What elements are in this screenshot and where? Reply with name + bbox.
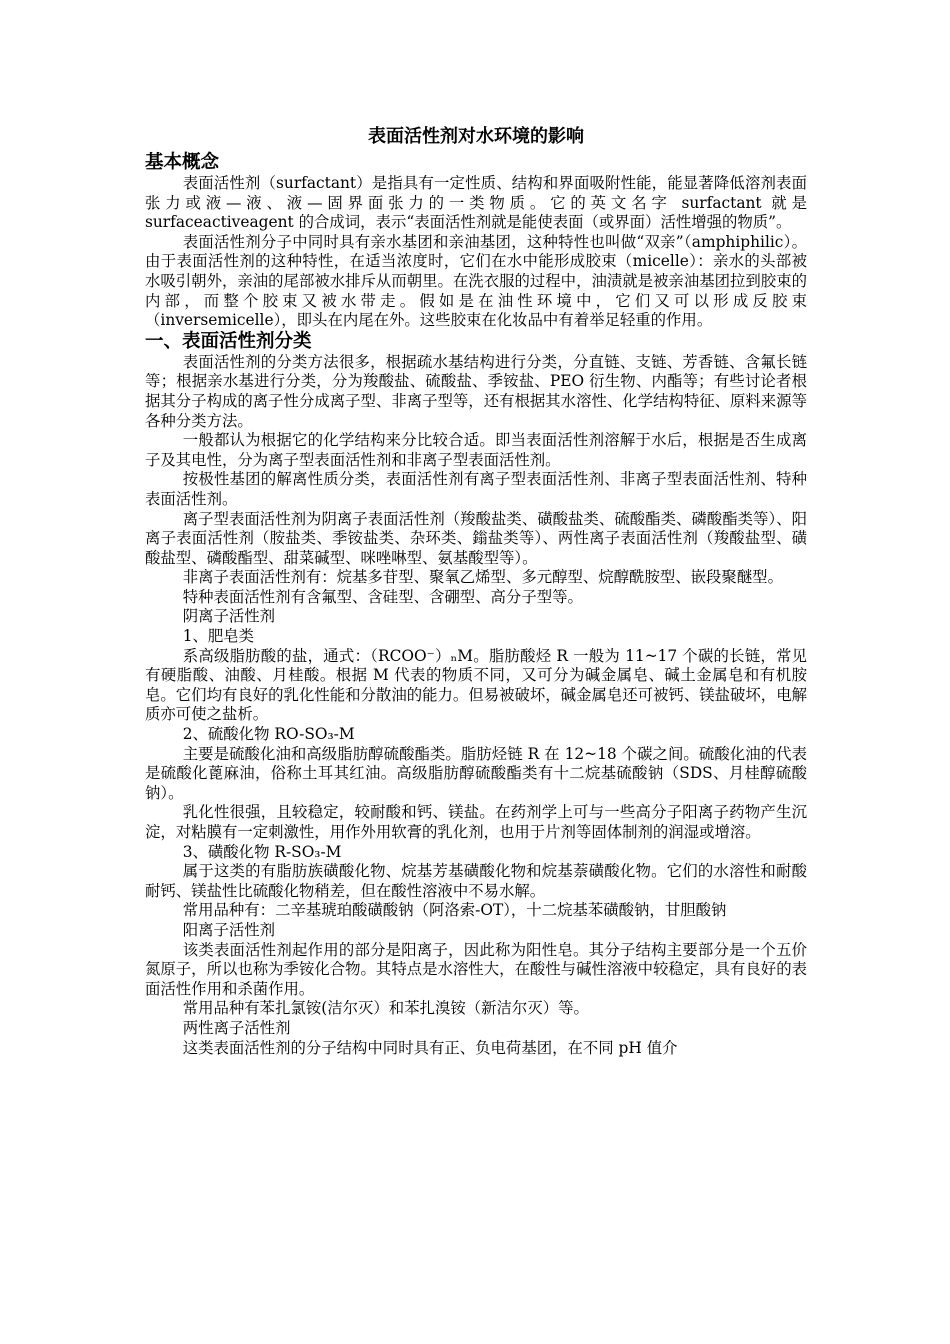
paragraph: 特种表面活性剂有含氟型、含硅型、含硼型、高分子型等。 <box>182 587 583 606</box>
subheading-anionic: 阴离子活性剂 <box>182 607 276 626</box>
paragraph: 表面活性剂（surfactant）是指具有一定性质、结构和界面吸附性能，能显著降低溶剂表面张力或液—液、液—固界面张力的一类物质。它的英文名字 surfactant 就是 surfaceactiveagent 的合成词，表示“表面活性剂就是能使表面（或界面）活性增强的物质”。 <box>145 174 807 232</box>
document-title: 表面活性剂对水环境的影响 <box>368 126 584 147</box>
paragraph: 常用品种有：二辛基琥珀酸磺酸钠（阿洛索-OT），十二烷基苯磺酸钠，甘胆酸钠 <box>182 901 727 920</box>
paragraph: 表面活性剂分子中同时具有亲水基团和亲油基团，这种特性也叫做“双亲”（amphiphilic）。由于表面活性剂的这种特性，在适当浓度时，它们在水中能形成胶束（micelle）：亲水的头部被水吸引朝外，亲油的尾部被水排斥从而朝里。在洗衣服的过程中，油渍就是被亲油基团拉到胶束的内部，而整个胶束又被水带走。假如是在油性环境中，它们又可以形成反胶束（inversemicelle），即头在内尾在外。这些胶束在化妆品中有着举足轻重的作用。 <box>145 232 807 330</box>
subheading-zwitterionic: 两性离子活性剂 <box>182 1018 291 1037</box>
paragraph: 这类表面活性剂的分子结构中同时具有正、负电荷基团，在不同 pH 值介 <box>182 1038 678 1057</box>
paragraph: 主要是硫酸化油和高级脂肪醇硫酸酯类。脂肪烃链 R 在 12~18 个碳之间。硫酸化油的代表是硫酸化蓖麻油，俗称土耳其红油。高级脂肪醇硫酸酯类有十二烷基硫酸钠（SDS、月桂醇硫酸钠）。 <box>145 744 807 802</box>
subheading-sulfates: 2、硫酸化物 RO-SO₃-M <box>182 725 355 744</box>
paragraph: 表面活性剂的分类方法很多，根据疏水基结构进行分类，分直链、支链、芳香链、含氟长链等；根据亲水基进行分类，分为羧酸盐、硫酸盐、季铵盐、PEO 衍生物、内酯等；有些讨论者根据其分子构成的离子性分成离子型、非离子型等，还有根据其水溶性、化学结构特征、原料来源等各种分类方法。 <box>145 352 807 430</box>
paragraph: 乳化性很强，且较稳定，较耐酸和钙、镁盐。在药剂学上可与一些高分子阳离子药物产生沉淀，对粘膜有一定刺激性，用作外用软膏的乳化剂，也用于片剂等固体制剂的润湿或增溶。 <box>145 803 807 841</box>
subheading-soaps: 1、肥皂类 <box>182 627 255 646</box>
document-page <box>145 124 807 1058</box>
paragraph: 离子型表面活性剂为阴离子表面活性剂（羧酸盐类、磺酸盐类、硫酸酯类、磷酸酯类等）、阳离子表面活性剂（胺盐类、季铵盐类、杂环类、鎓盐类等）、两性离子表面活性剂（羧酸盐型、磺酸盐型、磷酸酯型、甜菜碱型、咪唑啉型、氨基酸型等）。 <box>145 509 807 567</box>
paragraph: 常用品种有苯扎氯铵(洁尔灭）和苯扎溴铵（新洁尔灭）等。 <box>182 999 589 1018</box>
section-heading-basic: 基本概念 <box>145 152 220 173</box>
paragraph: 系高级脂肪酸的盐，通式：（RCOO⁻）ₙM。脂肪酸烃 R 一般为 11~17 个碳的长链，常见有硬脂酸、油酸、月桂酸。根据 M 代表的物质不同，又可分为碱金属皂、碱土金属皂和有机胺皂。它们均有良好的乳化性能和分散油的能力。但易被破坏，碱金属皂还可被钙、镁盐破坏，电解质亦可使之盐析。 <box>145 646 807 724</box>
subheading-cationic: 阳离子活性剂 <box>182 920 276 939</box>
paragraph: 该类表面活性剂起作用的部分是阳离子，因此称为阳性皂。其分子结构主要部分是一个五价氮原子，所以也称为季铵化合物。其特点是水溶性大，在酸性与碱性溶液中较稳定，具有良好的表面活性作用和杀菌作用。 <box>145 940 807 998</box>
paragraph: 一般都认为根据它的化学结构来分比较合适。即当表面活性剂溶解于水后，根据是否生成离子及其电性，分为离子型表面活性剂和非离子型表面活性剂。 <box>145 431 807 469</box>
paragraph: 属于这类的有脂肪族磺酸化物、烷基芳基磺酸化物和烷基萘磺酸化物。它们的水溶性和耐酸耐钙、镁盐性比硫酸化物稍差，但在酸性溶液中不易水解。 <box>145 862 807 900</box>
paragraph: 按极性基团的解离性质分类，表面活性剂有离子型表面活性剂、非离子型表面活性剂、特种表面活性剂。 <box>145 470 807 508</box>
subheading-sulfonates: 3、磺酸化物 R-SO₃-M <box>182 842 342 861</box>
paragraph: 非离子表面活性剂有：烷基多苷型、聚氧乙烯型、多元醇型、烷醇酰胺型、嵌段聚醚型。 <box>182 568 783 587</box>
section-heading-classify: 一、表面活性剂分类 <box>145 330 312 352</box>
